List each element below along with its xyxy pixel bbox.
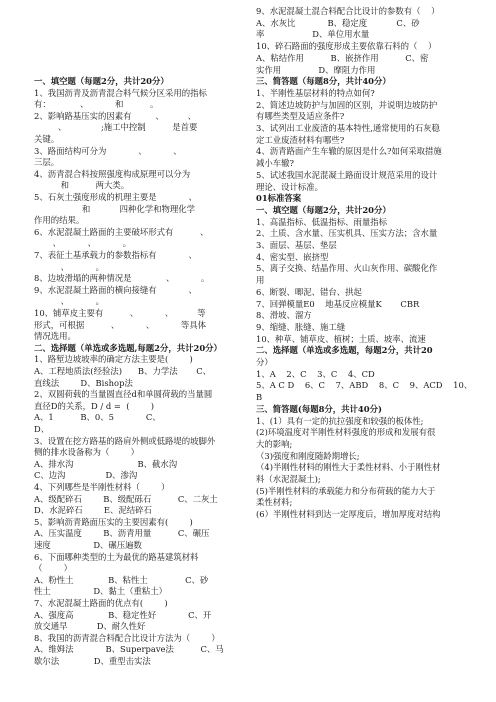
text-line: 、 。 (34, 296, 104, 307)
text-line: A、1 B、0、5 C、 (34, 412, 161, 423)
text-line: 三、简答题（每题8分，共计40分） (256, 76, 391, 87)
text-line: 10、铺草皮主要有 、 、 等 (34, 308, 206, 318)
text-line: A、水灰比 B、稳定度 C、砂 (256, 17, 420, 28)
text-line: 4、沥青混合料按照强度构成原理可以分为 (34, 168, 191, 179)
text-line: 和 四种化学和物理化学 (34, 203, 195, 214)
text-line: 4、沥青路面产生车辙的原因是什么?如何采取措施 (256, 146, 442, 157)
text-line: 3、路面结构可分为 、 、 (34, 145, 182, 156)
text-line: 5、A C D 6、C 7、ABD 8、C 9、ACD 10、 (256, 380, 473, 391)
text-line: 1、(1）具有一定的抗拉强度和较强的板体性; (256, 415, 424, 426)
text-line: 、 、 。 (34, 238, 132, 249)
text-line: 1、我国沥青及沥青混合料气候分区采用的指标 (34, 87, 207, 98)
text-line: 、 ;施工中控制 是首要 (34, 122, 198, 133)
text-line: 6、断裂、唧泥、错台、拱起 (256, 286, 362, 297)
text-line: 直径D的关系，D / d = ( ) (34, 400, 155, 411)
text-line: 实作用 D、摩阻力作用 (256, 64, 376, 75)
text-line: 9、水泥混凝土路面的横向接缝有 、 (34, 284, 197, 295)
text-line: 1、A 2、C 3、C 4、CD (256, 368, 375, 379)
text-line: 有哪些类型及适应条件? (256, 111, 345, 122)
text-line: 大的影响; (256, 438, 293, 449)
text-line: 3、设置在挖方路基的路肩外侧或低路堤的坡脚外 (34, 435, 216, 446)
text-line: 7、水泥混凝土路面的优点有( ) (34, 598, 168, 608)
text-line: 5、影响沥青路面压实的主要因素有( ) (34, 516, 193, 527)
text-line: 2、影响路基压实的因素有 、 、 (34, 110, 197, 121)
text-line: 形式，可根据 、 、 等具体 (34, 319, 206, 330)
text-line: 2、简述边坡防护与加固的区别，并说明边坡防护 (256, 99, 438, 110)
text-line: （ ） (34, 563, 73, 574)
text-line: A、排水沟 B、截水沟 (34, 458, 178, 469)
text-line: 、 。 (34, 261, 104, 272)
text-line: A、粉性土 B、粘性土 C、砂 (34, 574, 209, 585)
text-line: 理论、设计标准。 (256, 181, 323, 192)
text-line: 5、石灰土强度形成的机理主要是 、 (34, 192, 197, 202)
text-line: 速度 D、碾压遍数 (34, 540, 142, 550)
text-line: 柔性材料; (256, 497, 293, 508)
text-line: 6、水泥混凝土路面的主要破坏形式有 、 (34, 226, 209, 237)
text-line: 直线法 D、Bishop法 (34, 377, 133, 388)
text-line: 10、碎石路面的强度形成主要依靠石料的（ ） (256, 41, 437, 52)
text-line: 7、回弹模量E0 地基反应模量K CBR (256, 298, 420, 309)
text-line: 8、滑坡、溜方 (256, 310, 312, 321)
text-line: 7、表征土基承载力的参数指标有 、 (34, 250, 197, 260)
text-line: （4)半刚性材料的刚性大于柔性材料、小于刚性材 (256, 462, 441, 473)
text-line: D、水泥碎石 E、泥结碎石 (34, 505, 152, 516)
text-line: (2)环境温度对半刚性材料强度的形成和发展有很 (256, 427, 436, 438)
text-line: A、工程地质法(经验法) B、力学法 C、 (34, 366, 212, 376)
text-line: 关键。 (34, 134, 60, 144)
text-line: 性土 D、黏土（重粘土） (34, 586, 168, 597)
text-line: 1、半刚性基层材料的特点如何? (256, 87, 375, 98)
text-line: 8、边坡滑塌的两种情况是 、 。 (34, 273, 210, 284)
text-line: 4、下列哪些是半刚性材料（ ） (34, 482, 170, 492)
text-line: 3、面层、基层、垫层 (256, 240, 337, 250)
text-line: A、维姆法 B、Superpave法 C、马 (34, 644, 224, 655)
text-line: 1、高温指标、低温指标、雨量指标 (256, 216, 387, 227)
text-line: A、粘结作用 B、嵌挤作用 C、密 (256, 52, 429, 63)
text-line: 01标准答案 (256, 193, 302, 204)
text-line: 二、选择题（单选或多选题，每题2分，共计20 (256, 345, 433, 356)
text-line: 减小车辙? (256, 158, 294, 169)
text-line: 6、下面哪种类型的土为最优的路基建筑材料 (34, 551, 199, 562)
text-line: 作用的结果。 (34, 215, 85, 226)
text-line: A、级配碎石 B、级配砾石 C、二灰土 (34, 493, 218, 504)
text-line: 率 D、单位用水量 (256, 29, 370, 40)
text-line: 9、缩缝、胀缝、施工缝 (256, 321, 346, 332)
text-line: 8、我国的沥青混合料配合比设计方法为（ ） (34, 632, 220, 643)
text-line: 5、离子交换、结晶作用、火山灰作用、碳酸化作 (256, 263, 438, 274)
text-line: 料（水泥混凝土); (256, 474, 321, 484)
text-line: 用 (256, 275, 265, 286)
text-line: 4、密实型、嵌挤型 (256, 251, 329, 262)
text-line: 1、路堑边坡坡率的确定方法主要是( ) (34, 354, 193, 365)
text-line: 和 两大类。 (34, 180, 130, 191)
text-line: B (256, 392, 263, 403)
text-line: 一、填空题（每题2分，共计20分） (256, 204, 391, 215)
text-line: A、强度高 B、稳定性好 C、开 (34, 609, 212, 620)
text-line: 2、土质、含水量、压实机具、压实方法；含水量 (256, 228, 438, 239)
text-line: 放交通早 D、耐久性好 (34, 621, 146, 632)
text-line: 10、种草、铺草皮、植树；土质、坡率、流速 (256, 333, 426, 344)
text-line: 5、试述我国水泥混凝土路面设计规范采用的设计 (256, 169, 438, 180)
text-line: 9、水泥混凝土混合料配合比设计的参数有（ ） (256, 6, 440, 16)
text-line: A、压实温度 B、沥青用量 C、碾压 (34, 528, 210, 539)
text-line: 侧的排水设备称为（ ） (34, 447, 140, 458)
text-line: 有： 、 和 。 (34, 99, 159, 110)
text-line: (6）半刚性材料到达一定厚度后，增加厚度对结构 (256, 509, 441, 520)
text-line: D、 (34, 424, 50, 434)
text-line: 歇尔法 D、重型击实法 (34, 656, 151, 666)
text-line: (5)半刚性材料的承载能力和分布荷载的能力大于 (256, 485, 436, 496)
text-line: 情况选用。 (34, 331, 76, 342)
text-line: 一、填空题（每题2分，共计20分） (34, 76, 169, 86)
text-line: 三、简答题(每题8分，共计40分) (256, 403, 382, 414)
text-line: 三层。 (34, 157, 60, 168)
text-line: 2、双圆荷载的当量圆直径d和单圆荷载的当量圆 (34, 389, 213, 400)
text-line: （3)强度和刚度随龄期增长; (256, 450, 360, 461)
text-line: 二、选择题（单选或多选题,每题2分，共计20分） (34, 342, 222, 353)
text-line: 定工业废渣材料有哪些? (256, 134, 345, 145)
text-line: 3、试列出工业废渣的基本特性,通常使用的石灰稳 (256, 123, 440, 133)
text-line: C、边沟 D、渗沟 (34, 470, 138, 481)
text-line: 分） (256, 357, 273, 367)
